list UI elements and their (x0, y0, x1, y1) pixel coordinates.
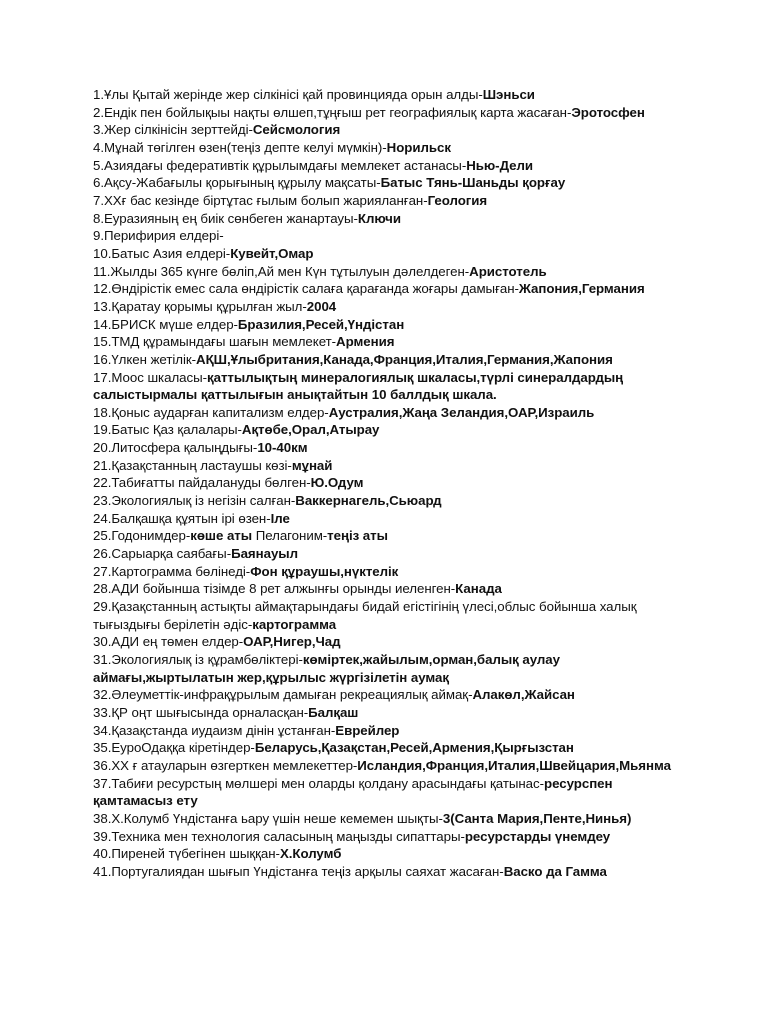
question-text: 36.XX ғ атауларын өзгерткен мемлекеттер- (93, 757, 358, 773)
answer-text: Жапония,Германия (518, 281, 645, 297)
list-item (93, 651, 673, 686)
list-item (93, 404, 673, 422)
answer-text: Норильск (386, 139, 451, 155)
question-text: 18.Қоныс аударған капитализм елдер- (93, 404, 329, 420)
list-item (93, 828, 673, 846)
question-text: 4.Мұнай төгілген өзен(теңіз дептe келуі мүмкін)- (93, 139, 387, 155)
document-page (93, 86, 673, 881)
question-text: 6.Ақсу-Жабағылы қорығының құрылу мақсаты- (93, 175, 381, 191)
question-text: 32.Әлеуметтік-инфрақұрылым дамыған рекреациялық аймақ- (93, 687, 473, 703)
list-item (93, 245, 673, 263)
question-text: 22.Табиғатты пайдалануды бөлген- (93, 475, 311, 491)
list-item (93, 210, 673, 228)
answer-text: көміртек,жайылым,орман,балық аулау аймағы,жыртылатын жер,құрылыс жүргізілетін аумақ (93, 652, 560, 685)
question-text: 37.Табиғи ресурстың мөлшері мен оларды қолдану арасындағы қатынас- (93, 775, 545, 791)
answer-text: Батыс Тянь-Шаньды қорғау (380, 175, 566, 191)
answer-text: Геология (427, 192, 488, 208)
question-text: 11.Жылды 365 күнге бөліп,Ай мен Күн тұтылуын дәлелдеген- (93, 263, 470, 279)
answer-text: Аристотель (469, 263, 547, 279)
list-item (93, 280, 673, 298)
answer-text: Ваккернагель,Сьюард (295, 493, 442, 509)
list-item (93, 810, 673, 828)
question-text: 25.Годонимдер- (93, 528, 191, 544)
answer-text: 2004 (306, 298, 337, 314)
list-item (93, 545, 673, 563)
answer-text: Бразилия,Ресей,Үндістан (237, 316, 405, 332)
question-text: 12.Өндірістік емес сала өндірістік салаға қарағанда жоғары дамыған- (93, 281, 519, 297)
question-text: 35.ЕуроОдаққа кіретіндер- (93, 740, 255, 756)
answer-text: Ю.Одум (310, 475, 364, 491)
list-item (93, 722, 673, 740)
list-item (93, 439, 673, 457)
answer-text: Алакөл,Жайсан (472, 687, 575, 703)
answer-text: Беларусь,Қазақстан,Ресей,Армения,Қырғызстан (254, 740, 574, 756)
list-item (93, 845, 673, 863)
list-item (93, 333, 673, 351)
list-item (93, 298, 673, 316)
question-text: 41.Португалиядан шығып Үндістанға теңіз арқылы саяхат жасаған- (93, 863, 504, 879)
question-text: 33.ҚР оңт шығысында орналасқан- (93, 704, 309, 720)
answer-text: Фон құраушы,нүктелік (250, 563, 399, 579)
answer-text: Кувейт,Омар (230, 245, 314, 261)
question-text: 24.Балқашқа құятын ірі өзен- (93, 510, 271, 526)
answer-text: Х.Колумб (279, 846, 342, 862)
list-item (93, 633, 673, 651)
list-item (93, 421, 673, 439)
question-text: 1.Ұлы Қытай жерінде жер сілкінісі қай провинцияда орын алды- (93, 87, 483, 102)
answer-text: ОАР,Нигер,Чад (243, 634, 341, 650)
answer-text: көше аты (190, 528, 253, 544)
answer-text: Баянауыл (231, 546, 299, 562)
answer-text: Балқаш (308, 704, 359, 720)
list-item (93, 104, 673, 122)
list-item (93, 157, 673, 175)
answer-text: Аустралия,Жаңа Зеландия,ОАР,Израиль (328, 404, 595, 420)
answer-text: Шэньси (482, 87, 535, 102)
answer-text: 3(Санта Мария,Пенте,Нинья) (442, 810, 632, 826)
list-item (93, 86, 673, 104)
answer-text-second: теңіз аты (327, 528, 388, 544)
question-text: 21.Қазақстанның ластаушы көзі- (93, 457, 292, 473)
list-item (93, 527, 673, 545)
question-text: 10.Батыс Азия елдері- (93, 245, 231, 261)
question-text: 13.Қаратау қорымы құрылған жыл- (93, 298, 307, 314)
question-text: 14.БРИСК мүше елдер- (93, 316, 238, 332)
question-text: 30.АДИ ең төмен елдер- (93, 634, 244, 650)
list-item (93, 580, 673, 598)
list-item (93, 563, 673, 581)
answer-text: Ключи (357, 210, 401, 226)
answer-text: Канада (455, 581, 502, 597)
list-item (93, 492, 673, 510)
question-text: 40.Пиреней түбегінен шыққан- (93, 846, 280, 862)
list-item (93, 139, 673, 157)
answer-text: 10-40км (257, 440, 308, 456)
list-item (93, 316, 673, 334)
answer-text: Еврейлер (335, 722, 400, 738)
question-text: 3.Жер сілкінісін зерттейді- (93, 122, 253, 138)
question-text: 26.Сарыарқа саябағы- (93, 546, 232, 562)
question-text: 2.Ендік пен бойлықыы нақты өлшеп,тұңғыш рет географиялық карта жасаған- (93, 104, 572, 120)
question-text: 8.Еуразияның ең биік сөнбеген жанартауы- (93, 210, 358, 226)
answer-text: Исландия,Франция,Италия,Швейцария,Мьянма (357, 757, 671, 773)
answer-text: Ақтөбе,Орал,Атырау (241, 422, 380, 438)
list-item (93, 704, 673, 722)
question-text: 20.Литосфера қалыңдығы- (93, 440, 258, 456)
question-text: 16.Үлкен жетілік- (93, 351, 197, 367)
question-text: 9.Перифирия елдері- (93, 228, 224, 244)
answer-text: Эротосфен (571, 104, 645, 120)
question-text: 23.Экологиялық із негізін салған- (93, 493, 296, 509)
answer-text: Сейсмология (252, 122, 341, 138)
list-item (93, 598, 673, 633)
list-item (93, 739, 673, 757)
answer-text: картограмма (252, 616, 337, 632)
answer-text: мұнай (291, 457, 333, 473)
list-item (93, 510, 673, 528)
list-item (93, 686, 673, 704)
list-item (93, 121, 673, 139)
question-text: 39.Техника мен технология саласының маңызды сипаттары- (93, 828, 465, 844)
answer-text: Васко да Гамма (503, 863, 607, 879)
list-item (93, 457, 673, 475)
list-item (93, 263, 673, 281)
question-text: 31.Экологиялық із құрамбөліктері- (93, 652, 303, 667)
answer-text: Армения (336, 334, 395, 350)
list-item (93, 369, 673, 404)
question-text: 34.Қазақстанда иудаизм дінін ұстанған- (93, 722, 336, 738)
question-text: 17.Моос шкаласы- (93, 369, 208, 385)
list-item (93, 227, 673, 245)
list-item (93, 351, 673, 369)
answer-text: қаттылықтың минералогиялық шкаласы,түрлі синералдардың салыстырмалы қаттылығын анықтайтын 10 баллдық шкала. (93, 369, 624, 403)
answer-text: Нью-Дели (466, 157, 534, 173)
question-text: 5.Азиядағы федеративтік құрылымдағы мемлекет астанасы- (93, 157, 467, 173)
question-text: 19.Батыс Қаз қалалары- (93, 422, 242, 438)
list-item (93, 474, 673, 492)
question-text: 7.XXғ бас кезінде біртұтас ғылым болып жарияланған- (93, 192, 428, 208)
list-item (93, 863, 673, 881)
question-text: 29.Қазақстанның астықты аймақтарындағы бидай егістігінің үлесі,облыс бойынша халық тығыздығы берілетін әдіс- (93, 599, 637, 632)
question-text: 38.Х.Колумб Үндістанға ьару үшін неше кемемен шықты- (93, 810, 443, 826)
answer-text: АҚШ,Ұлыбритания,Канада,Франция,Италия,Германия,Жапония (196, 351, 613, 367)
answer-text: ресурстарды үнемдеу (464, 828, 611, 844)
list-item (93, 192, 673, 210)
list-item (93, 174, 673, 192)
question-text: 27.Картограмма бөлінеді- (93, 563, 251, 579)
answer-text: Іле (270, 510, 290, 526)
list-item (93, 775, 673, 810)
question-text: 15.ТМД құрамындағы шағын мемлекет- (93, 334, 337, 350)
list-item (93, 757, 673, 775)
question-text-second: Пелагоним- (252, 528, 328, 544)
answer-text: ресурспен қамтамасыз ету (93, 775, 613, 809)
question-text: 28.АДИ бойынша тізімде 8 рет алжынғы орынды иеленген- (93, 581, 456, 597)
